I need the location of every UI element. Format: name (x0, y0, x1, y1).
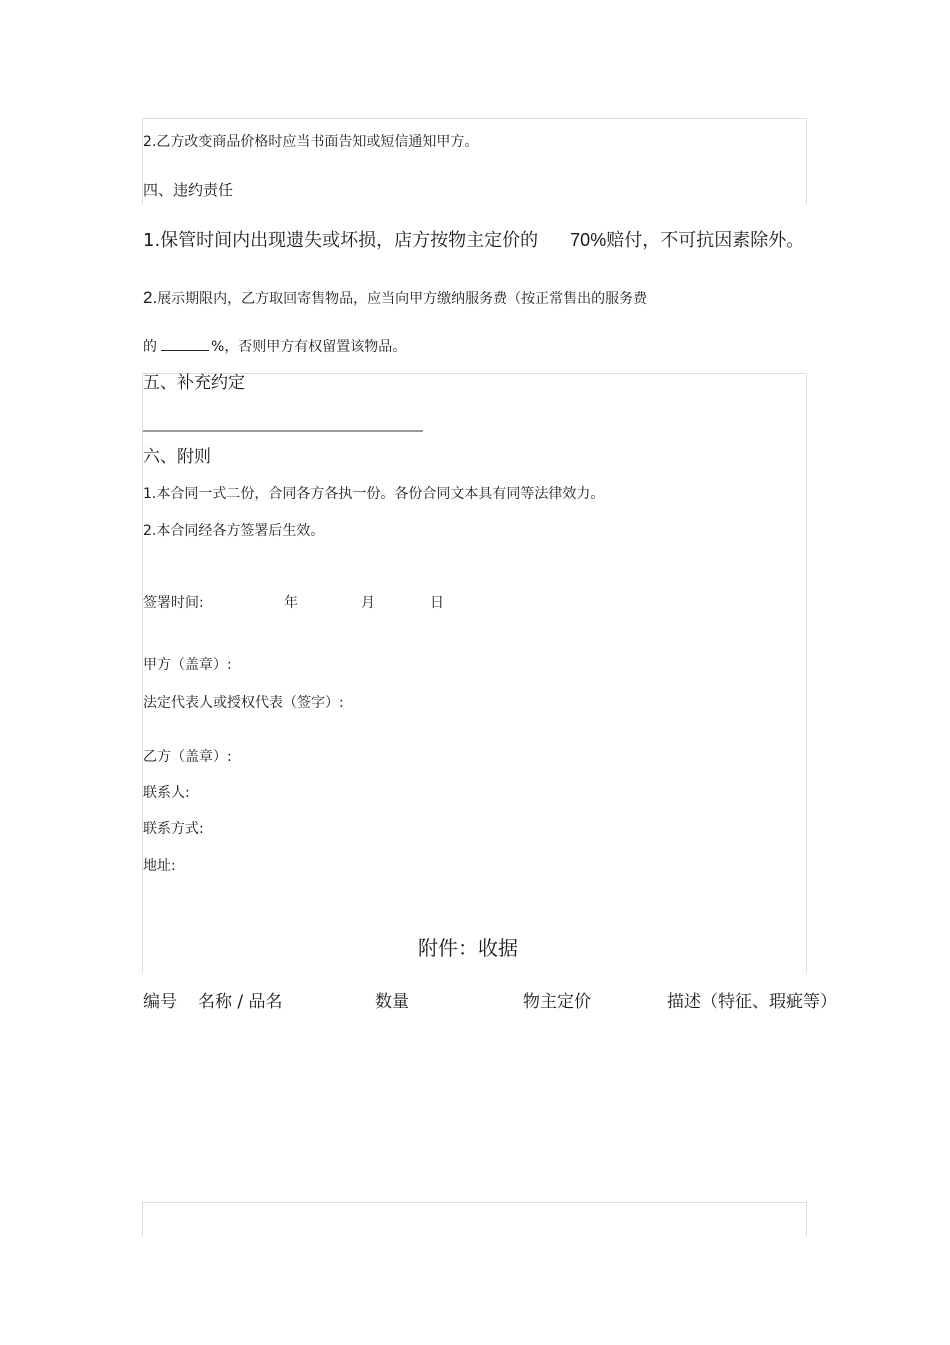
supplement-blank-line[interactable] (143, 430, 423, 432)
frame-top (142, 118, 807, 204)
clause-6-1: 1.本合同一式二份，合同各方各执一份。各份合同文本具有同等法律效力。 (143, 486, 605, 502)
clause-4-2-text: 展示期限内，乙方取回寄售物品，应当向甲方缴纳服务费（按正常售出的服务费 (157, 291, 648, 307)
clause-4-1-part1: 1.保管时间内出现遗失或坏损，店方按物主定价的 (143, 230, 539, 251)
clause-6-2: 2.本合同经各方签署后生效。 (143, 523, 325, 539)
signing-year: 年 (284, 595, 298, 611)
percent-blank-field[interactable] (161, 336, 209, 351)
frame-middle (142, 373, 807, 973)
attachment-title: 附件：收据 (418, 936, 518, 960)
clause-4-2-pct: % (211, 339, 225, 355)
clause-4-2-prefix: 的 (143, 339, 157, 355)
clause-4-1 (143, 231, 804, 250)
clause-3-2: 2.乙方改变商品价格时应当书面告知或短信通知甲方。 (143, 134, 479, 150)
clause-4-1-part2: 赔付，不可抗因素除外。 (606, 230, 805, 251)
receipt-header-quantity: 数量 (375, 992, 409, 1012)
section-6-heading: 六、附则 (143, 447, 211, 467)
signing-time-label: 签署时间: (143, 595, 204, 611)
party-b-address: 地址: (143, 858, 176, 874)
clause-4-2-number: 2. (143, 288, 158, 307)
party-b-seal: 乙方（盖章）: (143, 749, 232, 765)
party-a-seal: 甲方（盖章）: (143, 657, 232, 673)
party-b-contact-person: 联系人: (143, 785, 190, 801)
signing-month: 月 (361, 595, 375, 611)
party-a-representative: 法定代表人或授权代表（签字）: (143, 695, 344, 711)
section-4-heading: 四、违约责任 (143, 181, 234, 199)
clause-4-2-suffix: ，否则甲方有权留置该物品。 (224, 339, 407, 355)
frame-bottom (142, 1202, 807, 1236)
receipt-header-name: 名称 / 品名 (198, 992, 283, 1012)
signing-day: 日 (430, 595, 444, 611)
clause-4-2-line2 (143, 336, 406, 354)
receipt-header-number: 编号 (143, 992, 177, 1012)
receipt-header-description: 描述（特征、瑕疵等） (667, 992, 837, 1012)
clause-4-2-line1 (143, 289, 647, 306)
section-5-heading: 五、补充约定 (143, 373, 245, 393)
receipt-header-price: 物主定价 (523, 992, 591, 1012)
clause-4-1-percent: 70% (570, 230, 607, 250)
party-b-contact-method: 联系方式: (143, 821, 204, 837)
